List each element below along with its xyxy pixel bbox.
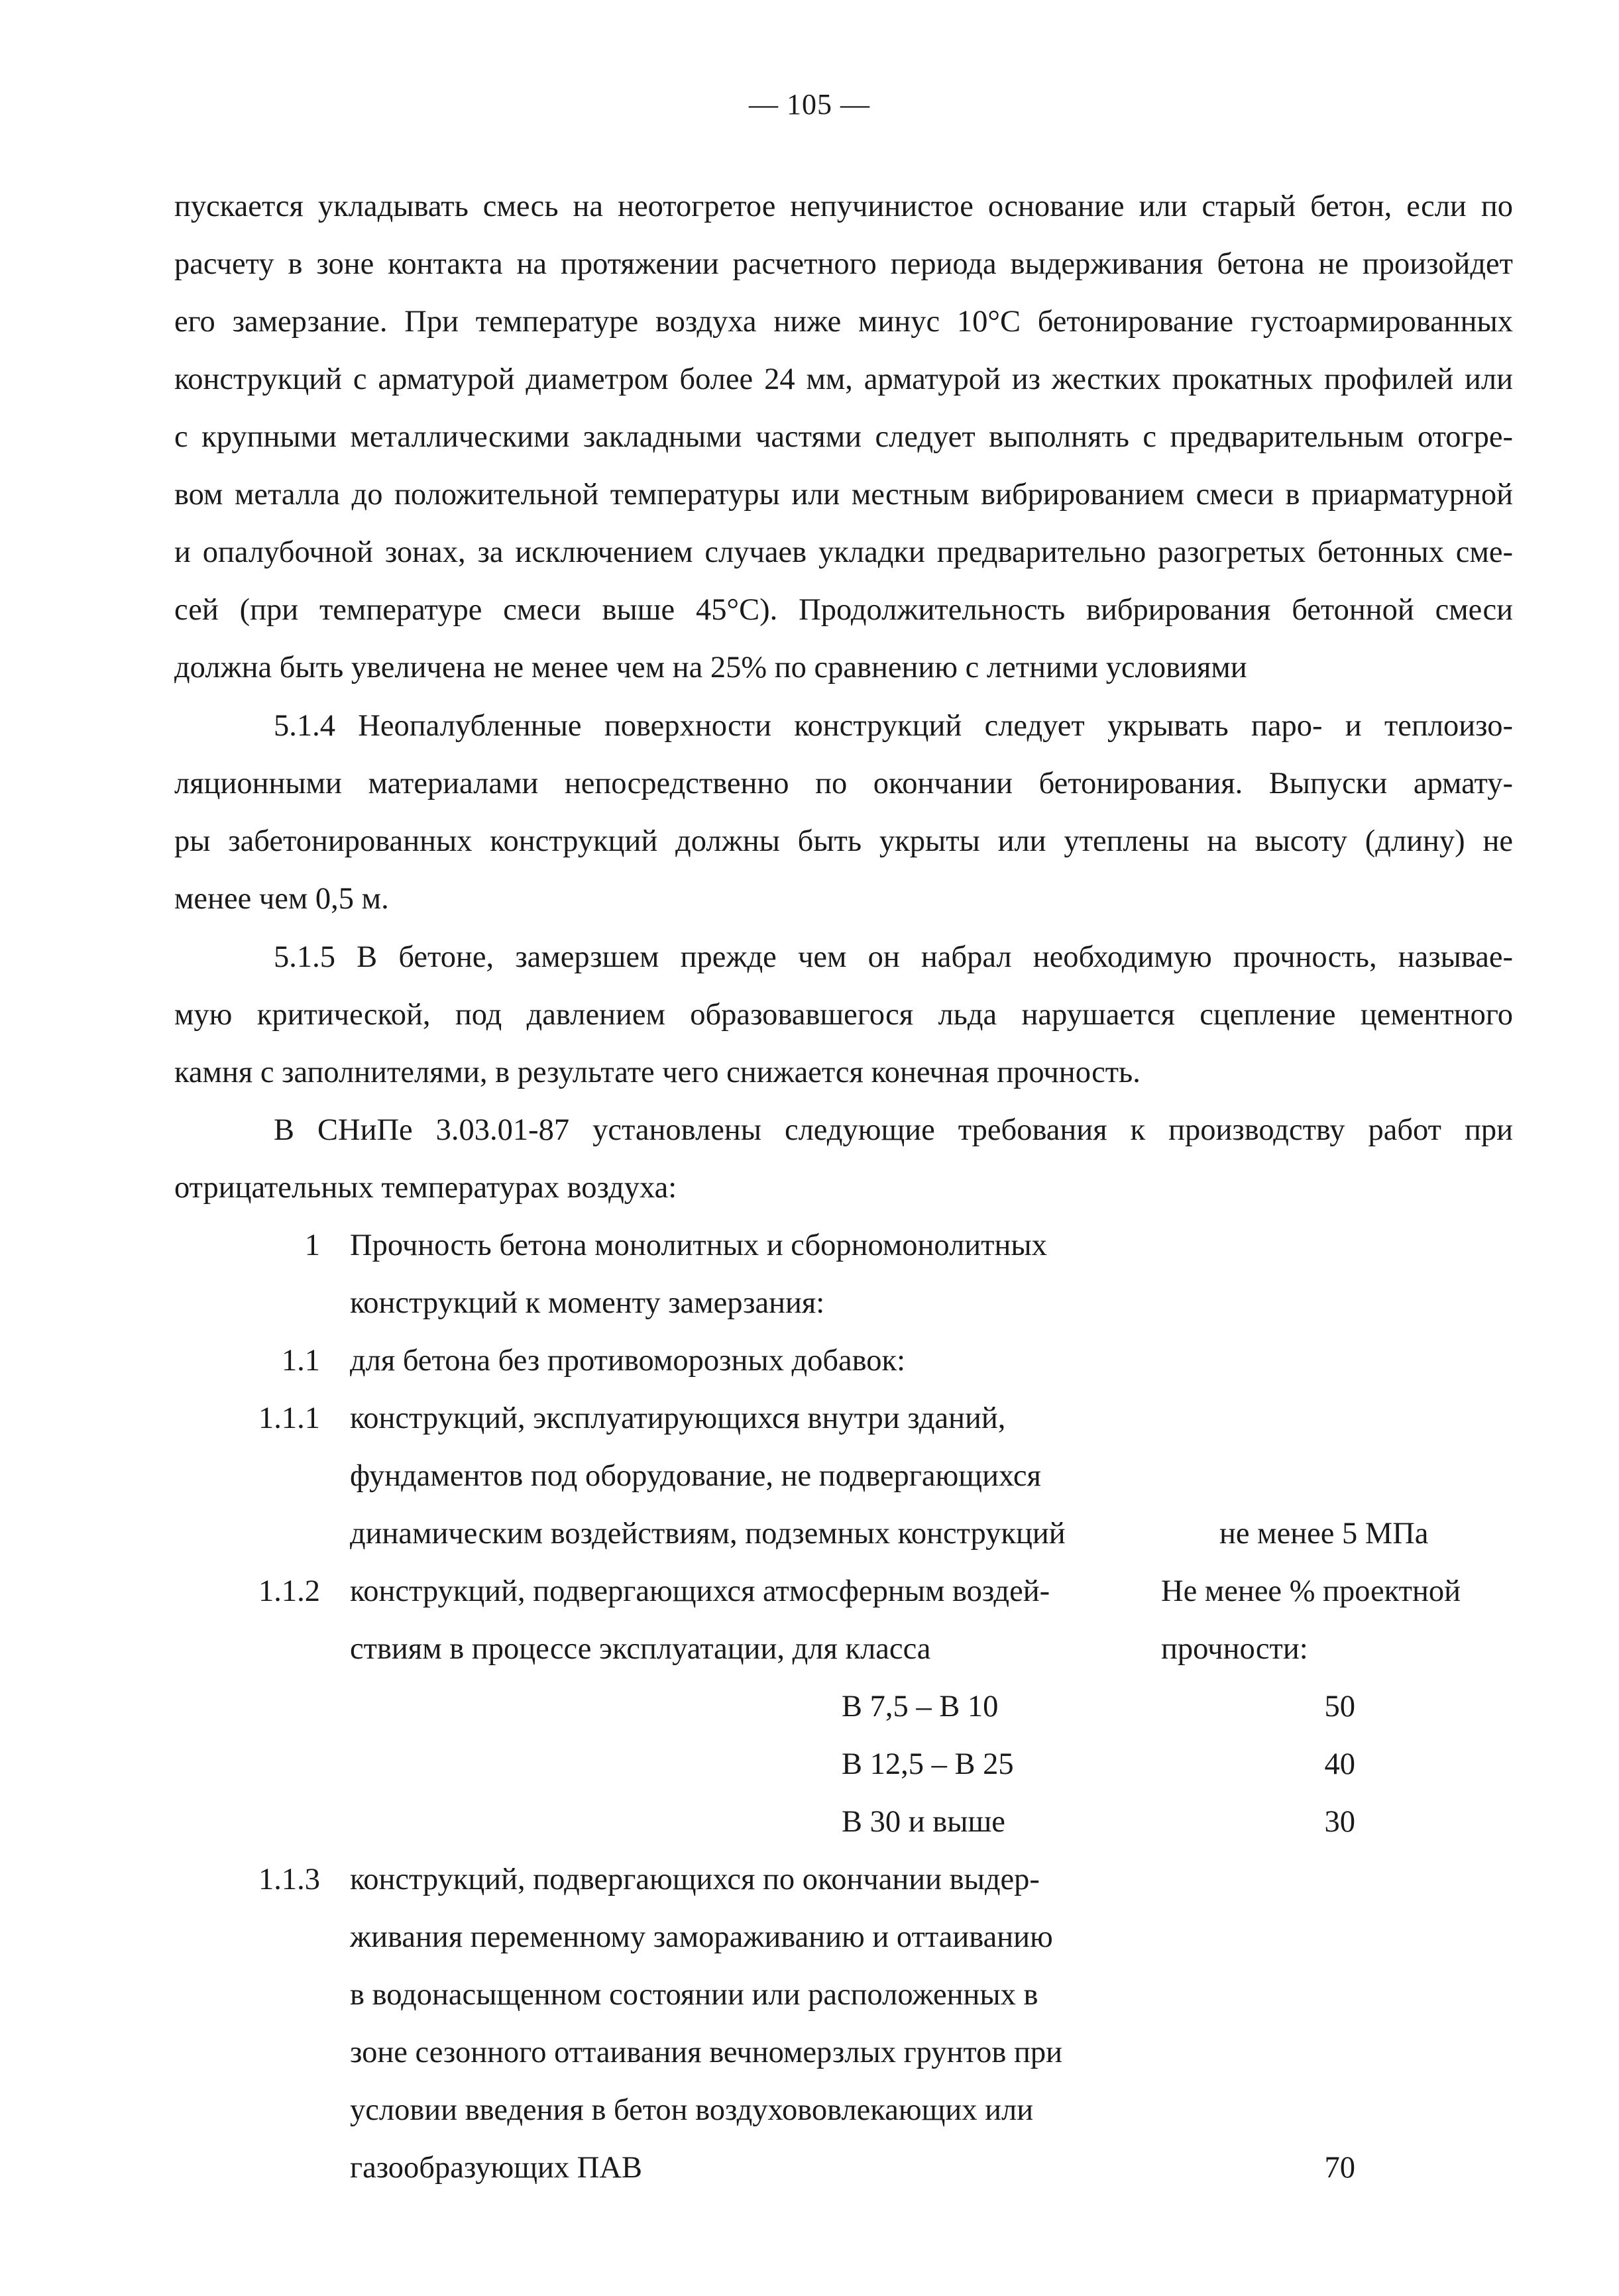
item-number: 1.1.2 [258,1574,320,1608]
text-line: 5.1.4 Неопалубленные поверхности конструкций следует укрывать паро- и теплоизо- [274,709,1513,743]
item-text: динамическим воздействиям, подземных конструкций [350,1517,1066,1551]
text-line: отрицательных температурах воздуха: [174,1171,677,1205]
strength-percent: 40 [1324,1747,1355,1781]
item-number: 1.1.3 [258,1863,320,1896]
text-line: сей (при температуре смеси выше 45°С). Продолжительность вибрирования бетонной смеси [174,593,1513,627]
item-text: условии введения в бетон воздухововлекающих или [350,2093,1034,2127]
text-line: ляционными материалами непосредственно по окончании бетонирования. Выпуски армату- [174,767,1513,800]
paragraph-5-1-5 [174,928,1513,1101]
text-line: вом металла до положительной температуры или местным вибрированием смеси в приарматурной [174,478,1513,512]
item-text: зоне сезонного оттаивания вечномерзлых грунтов при [350,2036,1062,2069]
text-line: мую критической, под давлением образовавшегося льда нарушается сцепление цементного [174,998,1513,1032]
strength-percent: 70 [1324,2151,1355,2185]
item-text: живания переменному замораживанию и оттаиванию [350,1920,1053,1954]
text-line: 5.1.5 В бетоне, замерзшем прежде чем он набрал необходимую прочность, называе- [274,940,1513,974]
item-text: ствиям в процессе эксплуатации, для класса [350,1632,931,1666]
text-line: должна быть увеличена не менее чем на 25% по сравнению с летними условиями [174,651,1247,684]
requirement-value: прочности: [1161,1632,1308,1666]
text-line: ры забетонированных конструкций должны быть укрыты или утеплены на высоту (длину) не [174,824,1513,858]
item-number: 1 [304,1229,320,1262]
item-number: 1.1 [281,1344,320,1378]
paragraph-5-1-4 [174,697,1513,928]
paragraph-snip [174,1101,1513,1217]
text-line: и опалубочной зонах, за исключением случаев укладки предварительно разогретых бетонных сме- [174,535,1513,569]
item-text: фундаментов под оборудование, не подвергающихся [350,1459,1041,1493]
requirement-value: Не менее % проектной [1161,1574,1461,1608]
item-number: 1.1.1 [258,1401,320,1435]
item-text: газообразующих ПАВ [350,2151,642,2185]
paragraph-continuation [174,178,1513,696]
text-line: камня с заполнителями, в результате чего снижается конечная прочность. [174,1056,1141,1089]
item-text: конструкций, подвергающихся атмосферным воздей- [350,1574,1050,1608]
item-text: конструкций, эксплуатирующихся внутри зданий, [350,1401,1006,1435]
item-text: в водонасыщенном состоянии или расположенных в [350,1978,1038,2012]
page-number: — 105 — [749,88,870,121]
text-line: В СНиПе 3.03.01-87 установлены следующие требования к производству работ при [274,1113,1513,1147]
strength-percent: 30 [1324,1805,1355,1839]
concrete-class: В 12,5 – В 25 [842,1747,1014,1781]
text-line: его замерзание. При температуре воздуха ниже минус 10°С бетонирование густоармированных [174,305,1513,339]
item-text: конструкций, подвергающихся по окончании выдер- [350,1863,1040,1896]
requirement-value: не менее 5 МПа [1219,1517,1429,1551]
item-text: Прочность бетона монолитных и сборномонолитных [350,1229,1047,1262]
text-line: пускается укладывать смесь на неотогретое непучинистое основание или старый бетон, если по [174,190,1513,223]
strength-percent: 50 [1324,1690,1355,1723]
text-line: конструкций с арматурой диаметром более 24 мм, арматурой из жестких прокатных профилей или [174,362,1513,396]
concrete-class: В 7,5 – В 10 [842,1690,999,1723]
text-line: расчету в зоне контакта на протяжении расчетного периода выдерживания бетона не произойдет [174,247,1513,281]
concrete-class: В 30 и выше [842,1805,1005,1839]
text-line: с крупными металлическими закладными частями следует выполнять с предварительным отогре- [174,420,1513,454]
text-line: менее чем 0,5 м. [174,882,389,916]
item-text: конструкций к моменту замерзания: [350,1286,825,1320]
item-text: для бетона без противоморозных добавок: [350,1344,906,1378]
